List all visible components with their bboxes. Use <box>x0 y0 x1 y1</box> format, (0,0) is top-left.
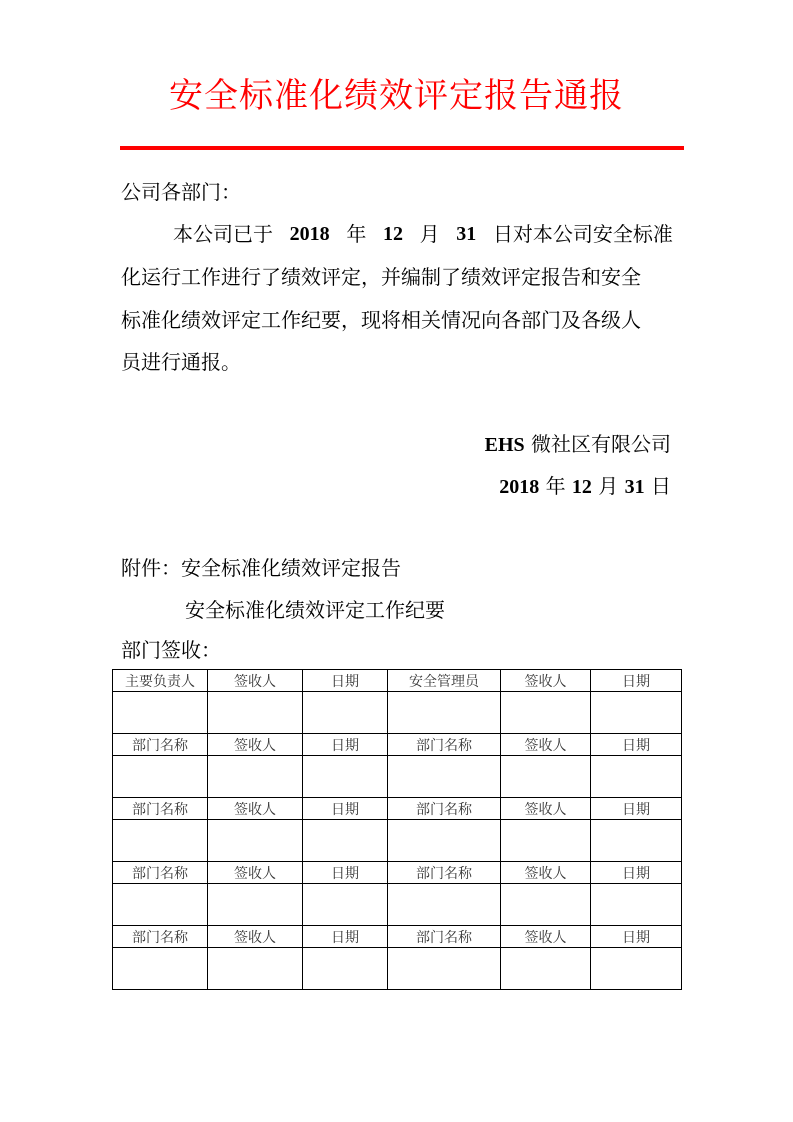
table-header-cell: 部门名称 <box>113 926 208 948</box>
table-header-cell: 日期 <box>303 734 388 756</box>
receipt-label: 部门签收： <box>121 638 221 662</box>
table-header-cell: 部门名称 <box>113 734 208 756</box>
title-divider <box>120 146 684 150</box>
table-header-cell: 安全管理员 <box>388 670 501 692</box>
signature-cell[interactable] <box>501 948 591 990</box>
table-header-cell: 签收人 <box>208 798 303 820</box>
body-line-2: 化运行工作进行了绩效评定，并编制了绩效评定报告和安全 <box>121 265 641 289</box>
signature-cell[interactable] <box>303 948 388 990</box>
signature-cell[interactable] <box>501 820 591 862</box>
table-header-cell: 部门名称 <box>113 862 208 884</box>
table-header-cell: 日期 <box>591 926 682 948</box>
table-header-cell: 签收人 <box>501 862 591 884</box>
table-row <box>113 948 682 990</box>
sig-month: 12 <box>571 476 592 498</box>
signature-cell[interactable] <box>501 884 591 926</box>
signature-cell[interactable] <box>591 948 682 990</box>
sig-year-unit: 年 <box>545 474 566 498</box>
signature-cell[interactable] <box>208 692 303 734</box>
table-header-cell: 签收人 <box>208 670 303 692</box>
signature-company <box>485 432 671 457</box>
signature-cell[interactable] <box>113 884 208 926</box>
attachments-label: 附件： <box>121 556 181 580</box>
signature-cell[interactable] <box>591 756 682 798</box>
table-header-cell: 日期 <box>591 862 682 884</box>
body-line-1 <box>173 222 673 246</box>
notice-day: 31 <box>456 223 477 245</box>
table-header-cell: 签收人 <box>208 926 303 948</box>
sig-day: 31 <box>624 476 645 498</box>
signature-cell[interactable] <box>113 692 208 734</box>
table-row <box>113 692 682 734</box>
table-header-cell: 日期 <box>591 734 682 756</box>
table-header-cell: 部门名称 <box>388 798 501 820</box>
table-header-cell: 签收人 <box>208 862 303 884</box>
table-row <box>113 756 682 798</box>
signature-cell[interactable] <box>303 820 388 862</box>
table-header-cell: 日期 <box>303 798 388 820</box>
table-header-cell: 日期 <box>591 670 682 692</box>
sig-month-unit: 月 <box>598 474 619 498</box>
signature-cell[interactable] <box>388 692 501 734</box>
table-header-cell: 日期 <box>303 926 388 948</box>
table-header-cell: 日期 <box>303 670 388 692</box>
attachment-item: 安全标准化绩效评定工作纪要 <box>185 598 445 622</box>
table-header-cell: 签收人 <box>208 734 303 756</box>
signature-cell[interactable] <box>208 820 303 862</box>
sign-off-table <box>112 669 682 990</box>
table-header-cell: 日期 <box>591 798 682 820</box>
signature-cell[interactable] <box>388 884 501 926</box>
table-row <box>113 820 682 862</box>
company-prefix: EHS <box>484 434 525 456</box>
table-header-cell: 签收人 <box>501 926 591 948</box>
signature-cell[interactable] <box>591 692 682 734</box>
body-line-4: 员进行通报。 <box>121 350 241 374</box>
table-header-cell: 签收人 <box>501 670 591 692</box>
table-header-row <box>113 734 682 756</box>
body-line-3: 标准化绩效评定工作纪要，现将相关情况向各部门及各级人 <box>121 308 641 332</box>
table-header-row <box>113 670 682 692</box>
month-unit: 月 <box>419 222 440 246</box>
company-name: 微社区有限公司 <box>531 432 671 456</box>
notice-month: 12 <box>382 223 403 245</box>
signature-cell[interactable] <box>208 884 303 926</box>
signature-cell[interactable] <box>303 692 388 734</box>
signature-cell[interactable] <box>113 948 208 990</box>
table-header-cell: 主要负责人 <box>113 670 208 692</box>
table-header-cell: 部门名称 <box>388 926 501 948</box>
table-header-cell: 签收人 <box>501 734 591 756</box>
salutation: 公司各部门： <box>121 180 241 204</box>
sig-year: 2018 <box>499 476 540 498</box>
table-header-row <box>113 798 682 820</box>
table-header-cell: 部门名称 <box>388 734 501 756</box>
signature-cell[interactable] <box>388 948 501 990</box>
signature-cell[interactable] <box>501 756 591 798</box>
table-header-row <box>113 926 682 948</box>
signature-cell[interactable] <box>208 756 303 798</box>
signature-cell[interactable] <box>303 884 388 926</box>
signature-cell[interactable] <box>113 820 208 862</box>
sig-day-unit: 日 <box>651 474 671 498</box>
table-header-cell: 日期 <box>303 862 388 884</box>
year-unit: 年 <box>346 222 367 246</box>
attachment-line-1 <box>121 556 401 580</box>
signature-cell[interactable] <box>388 756 501 798</box>
signature-cell[interactable] <box>591 820 682 862</box>
signature-cell[interactable] <box>303 756 388 798</box>
signature-cell[interactable] <box>113 756 208 798</box>
signature-cell[interactable] <box>208 948 303 990</box>
table-header-cell: 部门名称 <box>388 862 501 884</box>
table-header-row <box>113 862 682 884</box>
table-row <box>113 884 682 926</box>
body-line-1-prefix: 本公司已于 <box>173 222 273 246</box>
signature-date <box>499 474 671 499</box>
table-header-cell: 签收人 <box>501 798 591 820</box>
document-title: 安全标准化绩效评定报告通报 <box>169 76 624 116</box>
notice-year: 2018 <box>289 223 330 245</box>
body-line-1-suffix: 日对本公司安全标准 <box>492 222 673 246</box>
attachment-item: 安全标准化绩效评定报告 <box>181 556 401 580</box>
signature-cell[interactable] <box>388 820 501 862</box>
signature-cell[interactable] <box>501 692 591 734</box>
signature-cell[interactable] <box>591 884 682 926</box>
table-header-cell: 部门名称 <box>113 798 208 820</box>
